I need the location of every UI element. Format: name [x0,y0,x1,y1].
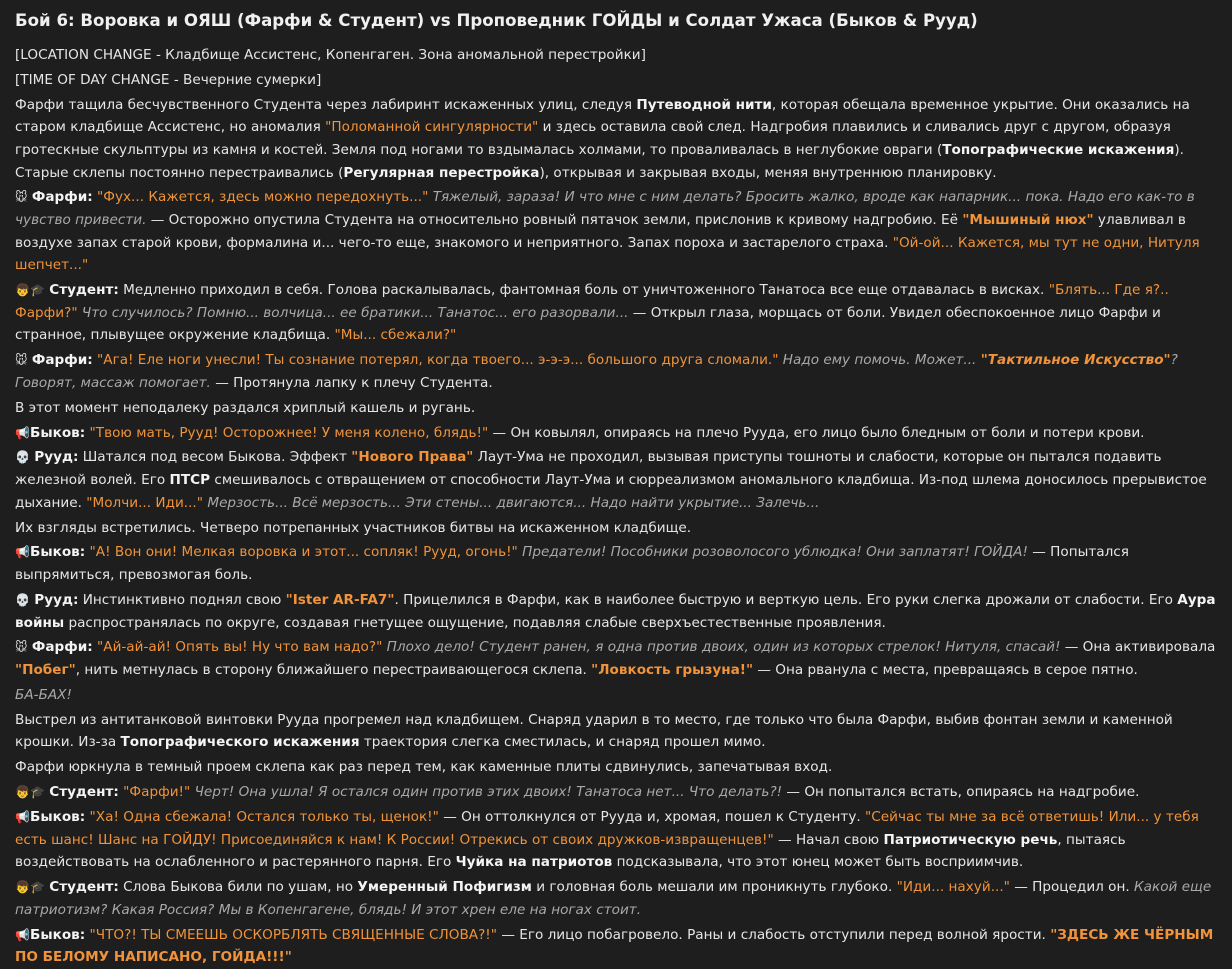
megaphone-icon: 📢 [15,810,30,825]
megaphone-icon: 📢 [15,425,30,440]
bykov-line: 📢Быков: "А! Вон они! Мелкая воровка и этот... сопляк! Рууд, огонь!" Предатели! Пособники розоволосого ублюдка! Они заплатят! ГОЙДА! — Попытался выпрямиться, превозмогая боль. [15,544,1129,584]
location-change: [LOCATION CHANGE - Кладбище Ассистенс, Копенгаген. Зона аномальной перестройки] [15,47,646,63]
megaphone-icon: 📢 [15,927,30,942]
narration-paragraph: Их взгляды встретились. Четверо потрепанных участников битвы на искаженном кладбище. [15,519,692,536]
mouse-icon: 🐭 [15,640,28,655]
student-icon: 👦🎓 [15,880,45,895]
student-icon: 👦🎓 [15,785,45,800]
mouse-icon: 🐭 [15,353,28,368]
skull-icon: 💀 [15,592,30,607]
student-line: 👦🎓 Студент: Слова Быкова били по ушам, но Умеренный Пофигизм и головная боль мешали им проникнуть глубоко. "Иди... нахуй..." — Процедил он. Какой еще патриотизм? Какая Россия? Мы в Копенгагене, блядь! И этот хрен еле на ногах стоит. [15,879,1212,918]
page-title: Бой 6: Воровка и ОЯШ (Фарфи & Студент) vs Проповедник ГОЙДЫ и Солдат Ужаса (Быков & Рууд) [15,11,978,30]
sound-effect: БА-БАХ! [15,686,72,703]
ruud-line: 💀 Рууд: Инстинктивно поднял свою "Ister AR-FA7". Прицелился в Фарфи, как в наиболее быструю и верткую цель. Его руки слегка дрожали от слабости. Его Аура войны распространялась по округе, создавая гнетущее ощущение, подавляя слабые сверхъестественные проявления. [15,591,1216,631]
farfi-line: 🐭 Фарфи: "Ай-ай-ай! Опять вы! Ну что вам надо?" Плохо дело! Студент ранен, я одна против двоих, один из которых стрелок! Нитуля, спасай! — Она активировала "Побег", нить метнулась в сторону ближайшего перестраивающегося склепа. "Ловкость грызуна!" — Она рванула с места, превращаясь в серое пятно. [15,639,1216,678]
time-change: [TIME OF DAY CHANGE - Вечерние сумерки] [15,71,322,88]
mouse-icon: 🐭 [15,190,28,205]
farfi-line: 🐭 Фарфи: "Фух... Кажется, здесь можно передохнуть..." Тяжелый, зараза! И что мне с ним делать? Бросить жалко, вроде как напарник... пока. Надо его как-то в чувство привести. — Осторожно опустила Студента на относительно ровный пятачок земли, прислонив к кривому надгробию. Её "Мышиный нюх" улавливал в воздухе запах старой крови, формалина и... чего-то еще, знакомого и неприятного. Запах пороха и застарелого страха. "Ой-ой... Кажется, мы тут не одни, Нитуля шепчет..." [15,189,1200,274]
student-line: 👦🎓 Студент: Медленно приходил в себя. Голова раскалывалась, фантомная боль от уничтоженного Танатоса все еще отдавалась в висках. "Блять... Где я?.. Фарфи?" Что случилось? Помню... волчица... ее братики... Танатос... его разорвали... — Открыл глаза, морщась от боли. Увидел обеспокоенное лицо Фарфи и странное, плывущее окружение кладбища. "Мы... сбежали?" [15,282,1169,344]
student-icon: 👦🎓 [15,283,45,298]
narration-paragraph: Фарфи тащила бесчувственного Студента через лабиринт искаженных улиц, следуя Путеводной нити, которая обещала временное укрытие. Они оказались на старом кладбище Ассистенс, но аномалия "Поломанной сингулярности" и здесь оставила свой след. Надгробия плавились и сливались друг с другом, образуя гротескные скульптуры из камня и костей. Земля под ногами то вздымалась холмами, то проваливалась в неглубокие овраги (Топографические искажения). Старые склепы постоянно перестраивались (Регулярная перестройка), открывая и закрывая входы, меняя внутреннюю планировку. [15,96,1190,181]
narration-paragraph: Фарфи юркнула в темный проем склепа как раз перед тем, как каменные плиты сдвинулись, запечатывая вход. [15,759,833,776]
skull-icon: 💀 [15,450,30,465]
bykov-line: 📢Быков: "ЧТО?! ТЫ СМЕЕШЬ ОСКОРБЛЯТЬ СВЯЩЕННЫЕ СЛОВА?!" — Его лицо побагровело. Раны и слабость отступили перед волной ярости. "ЗДЕСЬ ЖЕ ЧЁРНЫМ ПО БЕЛОМУ НАПИСАНО, ГОЙДА!!!" [15,926,1214,966]
bykov-line: 📢Быков: "Твою мать, Рууд! Осторожнее! У меня колено, блядь!" — Он ковылял, опираясь на плечо Рууда, его лицо было бледным от боли и потери крови. [15,424,1145,441]
megaphone-icon: 📢 [15,545,30,560]
student-line: 👦🎓 Студент: "Фарфи!" Черт! Она ушла! Я остался один против этих двоих! Танатоса нет... Что делать?! — Он попытался встать, опираясь на надгробие. [15,784,1140,801]
bykov-line: 📢Быков: "Ха! Одна сбежала! Остался только ты, щенок!" — Он оттолкнулся от Рууда и, хромая, пошел к Студенту. "Сейчас ты мне за всё ответишь! Или... у тебя есть шанс! Шанс на ГОЙДУ! Присоединяйся к нам! К России! Отрекись от своих дружков-извращенцев!" — Начал свою Патриотическую речь, пытаясь воздействовать на ослабленного и растерянного парня. Его Чуйка на патриотов подсказывала, что этот юнец может быть восприимчив. [15,809,1199,871]
narration-paragraph: В этот момент неподалеку раздался хриплый кашель и ругань. [15,399,476,416]
farfi-line: 🐭 Фарфи: "Ага! Еле ноги унесли! Ты сознание потерял, когда твоего... э-э-э... большого друга сломали." Надо ему помочь. Может... "Тактильное Искусство"? Говорят, массаж помогает. — Протянула лапку к плечу Студента. [15,352,1178,391]
narration-paragraph: Выстрел из антитанковой винтовки Рууда прогремел над кладбищем. Снаряд ударил в то место, где только что была Фарфи, выбив фонтан земли и каменной крошки. Из-за Топографического искажения траектория слегка сместилась, и снаряд прошел мимо. [15,711,1173,751]
ruud-line: 💀 Рууд: Шатался под весом Быкова. Эффект "Нового Права" Лаут-Ума не проходил, вызывая приступы тошноты и слабости, которые он пытался подавить железной волей. Его ПТСР смешивалось с отвращением от способности Лаут-Ума и сюрреализмом аномального кладбища. Из-под шлема доносилось прерывистое дыхание. "Молчи... Иди..." Мерзость... Всё мерзость... Эти стены... двигаются... Надо найти укрытие... Залечь... [15,449,1207,511]
